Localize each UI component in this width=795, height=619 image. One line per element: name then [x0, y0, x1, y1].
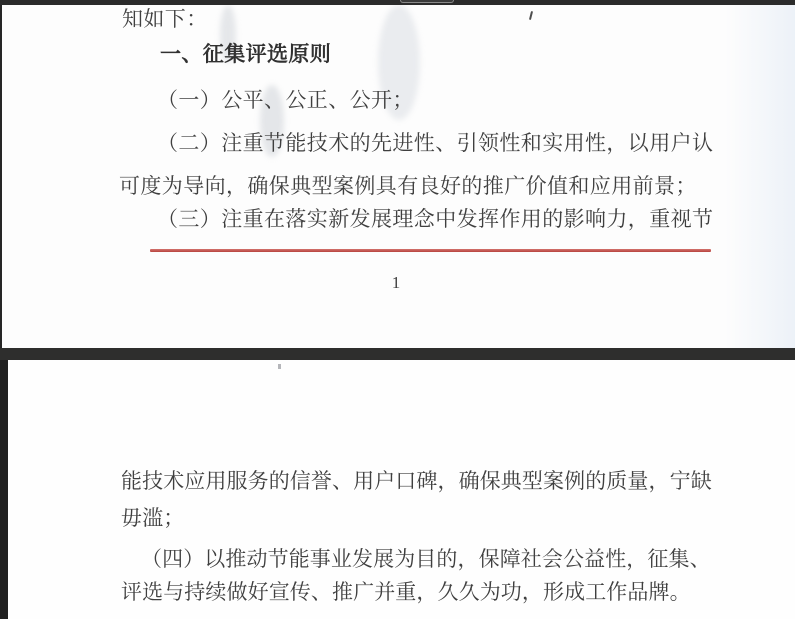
text-line-item-4-b: 评选与持续做好宣传、推广并重，久久为功，形成工作品牌。	[121, 580, 691, 604]
text-line-item-2-a: （二）注重节能技术的先进性、引领性和实用性，以用户认	[157, 131, 714, 155]
document-page-1	[0, 5, 795, 348]
scan-edge-tint	[725, 5, 795, 348]
page-number: 1	[391, 273, 401, 292]
text-line-body-1: 能技术应用服务的信誉、用户口碑，确保典型案例的质量，宁缺	[121, 469, 712, 493]
text-line-intro: 知如下：	[122, 7, 208, 31]
text-line-item-2-b: 可度为导向，确保典型案例具有良好的推广价值和应用前景；	[119, 174, 697, 198]
page-break-band	[0, 348, 795, 360]
scan-left-edge-upper	[0, 5, 2, 348]
section-heading: 一、征集评选原则	[160, 42, 332, 66]
scan-top-notch	[400, 0, 454, 3]
scan-speck	[278, 364, 281, 369]
scan-top-edge-band	[0, 0, 795, 5]
scan-left-edge-lower	[0, 360, 8, 619]
document-page-2	[0, 360, 795, 619]
text-line-item-4-a: （四）以推动节能事业发展为目的，保障社会公益性，征集、	[141, 547, 711, 571]
text-line-body-2: 毋滥；	[121, 506, 185, 530]
red-divider-line	[150, 249, 711, 252]
text-line-item-1: （一）公平、公正、公开；	[157, 88, 414, 112]
text-line-item-3: （三）注重在落实新发展理念中发挥作用的影响力，重视节	[157, 207, 714, 231]
